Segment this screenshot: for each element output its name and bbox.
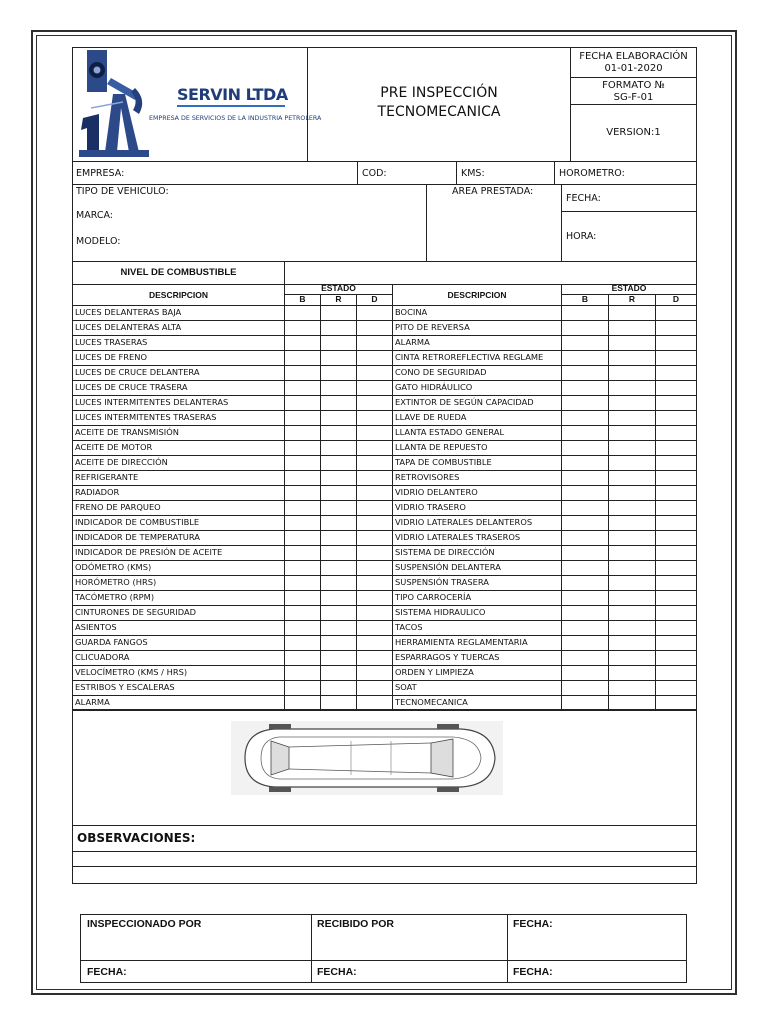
checkbox-left-r[interactable] (320, 335, 357, 351)
checklist-item-right: PITO DE REVERSA (395, 322, 470, 332)
checkbox-right-d[interactable] (655, 305, 697, 321)
formato-box (570, 77, 697, 105)
checkbox-right-b[interactable] (561, 320, 609, 336)
checklist-item-left: ACEITE DE TRANSMISIÓN (75, 427, 179, 437)
checklist-item-left: TACÓMETRO (RPM) (75, 592, 155, 602)
checkbox-right-b[interactable] (561, 365, 609, 381)
checkbox-right-r[interactable] (608, 335, 656, 351)
checklist-item-left: FRENO DE PARQUEO (75, 502, 161, 512)
checkbox-right-d[interactable] (655, 545, 697, 561)
checkbox-left-d[interactable] (356, 320, 393, 336)
checkbox-right-d[interactable] (655, 335, 697, 351)
inspeccionado-por-field[interactable] (80, 914, 312, 961)
checklist-item-right: EXTINTOR DE SEGÚN CAPACIDAD (395, 397, 534, 407)
checkbox-left-d[interactable] (356, 395, 393, 411)
logo-area (72, 47, 322, 162)
checkbox-right-r[interactable] (608, 365, 656, 381)
recibido-por-label: RECIBIDO POR (317, 918, 395, 930)
checkbox-right-b[interactable] (561, 380, 609, 396)
checkbox-right-b[interactable] (561, 635, 609, 651)
checklist-row-right (392, 680, 562, 696)
checkbox-left-b[interactable] (284, 605, 321, 621)
checklist-item-left: LUCES DELANTERAS BAJA (75, 307, 182, 317)
hora-label: HORA: (566, 231, 597, 242)
checkbox-left-r[interactable] (320, 635, 357, 651)
checkbox-left-d[interactable] (356, 635, 393, 651)
checkbox-right-b[interactable] (561, 650, 609, 666)
checklist-item-left: LUCES DELANTERAS ALTA (75, 322, 182, 332)
checkbox-right-b[interactable] (561, 500, 609, 516)
checkbox-right-b[interactable] (561, 575, 609, 591)
estado-col-left-2-label: D (371, 294, 378, 304)
checkbox-right-b[interactable] (561, 335, 609, 351)
tipo-vehiculo-label[interactable]: TIPO DE VEHICULO: (76, 186, 169, 197)
checkbox-left-r[interactable] (320, 365, 357, 381)
checkbox-right-d[interactable] (655, 320, 697, 336)
footer-fecha-field-2[interactable] (80, 960, 312, 983)
checkbox-left-b[interactable] (284, 380, 321, 396)
checkbox-right-r[interactable] (608, 635, 656, 651)
checklist-item-right: BOCINA (395, 307, 428, 317)
checkbox-left-r[interactable] (320, 620, 357, 636)
checkbox-left-b[interactable] (284, 665, 321, 681)
checklist-item-right: LLAVE DE RUEDA (395, 412, 467, 422)
observaciones-label: OBSERVACIONES: (77, 831, 196, 845)
checkbox-right-d[interactable] (655, 425, 697, 441)
footer-fecha-label-4: FECHA: (513, 966, 553, 978)
checkbox-right-b[interactable] (561, 665, 609, 681)
checklist-item-left: VELOCÍMETRO (KMS / HRS) (75, 667, 188, 677)
checkbox-right-d[interactable] (655, 395, 697, 411)
checkbox-left-r[interactable] (320, 485, 357, 501)
checkbox-left-r[interactable] (320, 455, 357, 471)
checkbox-left-d[interactable] (356, 680, 393, 696)
checkbox-left-d[interactable] (356, 515, 393, 531)
checkbox-left-r[interactable] (320, 530, 357, 546)
checklist-item-left: ALARMA (75, 697, 110, 707)
form-title-box (307, 47, 571, 162)
marca-label[interactable]: MARCA: (76, 210, 113, 221)
checklist-item-left: ASIENTOS (75, 622, 117, 632)
checkbox-right-r[interactable] (608, 575, 656, 591)
checklist-item-left: CINTURONES DE SEGURIDAD (75, 607, 197, 617)
checkbox-left-r[interactable] (320, 350, 357, 366)
checkbox-left-r[interactable] (320, 560, 357, 576)
estado-col-right-1-label: R (628, 294, 636, 304)
checkbox-right-b[interactable] (561, 515, 609, 531)
checklist-item-right: HERRAMIENTA REGLAMENTARIA (395, 637, 528, 647)
checklist-item-left: ESTRIBOS Y ESCALERAS (75, 682, 175, 692)
checklist-item-right: VIDRIO LATERALES DELANTEROS (395, 517, 533, 527)
checklist-item-left: LUCES DE CRUCE TRASERA (75, 382, 188, 392)
checkbox-left-d[interactable] (356, 590, 393, 606)
footer-fecha-label-1: FECHA: (513, 918, 553, 930)
checklist-item-right: GATO HIDRÁULICO (395, 382, 473, 392)
checkbox-right-r[interactable] (608, 305, 656, 321)
checkbox-left-b[interactable] (284, 515, 321, 531)
checkbox-right-r[interactable] (608, 380, 656, 396)
checkbox-left-d[interactable] (356, 605, 393, 621)
checkbox-left-b[interactable] (284, 335, 321, 351)
checkbox-left-d[interactable] (356, 650, 393, 666)
checklist-item-right: TECNOMECANICA (395, 697, 468, 707)
checkbox-right-b[interactable] (561, 395, 609, 411)
checkbox-left-d[interactable] (356, 335, 393, 351)
checkbox-right-d[interactable] (655, 635, 697, 651)
checkbox-left-r[interactable] (320, 515, 357, 531)
checkbox-left-d[interactable] (356, 470, 393, 486)
version-box (570, 104, 697, 162)
checklist-item-left: ACEITE DE MOTOR (75, 442, 153, 452)
vehiculo-info-box (72, 184, 427, 262)
checkbox-left-b[interactable] (284, 350, 321, 366)
checkbox-right-d[interactable] (655, 590, 697, 606)
checklist-item-right: VIDRIO LATERALES TRASEROS (395, 532, 521, 542)
checkbox-right-b[interactable] (561, 590, 609, 606)
checkbox-right-d[interactable] (655, 470, 697, 486)
fecha-label: FECHA: (566, 193, 601, 204)
checklist-item-right: ORDEN Y LIMPIEZA (395, 667, 474, 677)
checkbox-left-b[interactable] (284, 485, 321, 501)
checkbox-left-r[interactable] (320, 680, 357, 696)
checklist-item-left: HORÓMETRO (HRS) (75, 577, 157, 587)
checkbox-left-r[interactable] (320, 545, 357, 561)
checkbox-right-b[interactable] (561, 305, 609, 321)
recibido-por-field[interactable] (311, 914, 508, 961)
formato-label: FORMATO № (602, 80, 665, 91)
checkbox-left-b[interactable] (284, 560, 321, 576)
fuel-level-field[interactable] (284, 261, 697, 285)
checkbox-left-b[interactable] (284, 530, 321, 546)
footer-fecha-field-3[interactable] (311, 960, 508, 983)
checkbox-right-d[interactable] (655, 665, 697, 681)
checkbox-right-r[interactable] (608, 500, 656, 516)
checkbox-left-r[interactable] (320, 605, 357, 621)
cod-field[interactable] (357, 161, 457, 185)
checkbox-right-b[interactable] (561, 425, 609, 441)
checkbox-right-d[interactable] (655, 410, 697, 426)
checkbox-right-d[interactable] (655, 530, 697, 546)
checkbox-left-d[interactable] (356, 425, 393, 441)
checkbox-right-b[interactable] (561, 605, 609, 621)
checklist-item-left: GUARDA FANGOS (75, 637, 148, 647)
checkbox-left-r[interactable] (320, 320, 357, 336)
hora-field[interactable] (561, 211, 697, 262)
footer-fecha-field-1[interactable] (507, 914, 687, 961)
observaciones-header (72, 825, 697, 852)
checkbox-left-r[interactable] (320, 305, 357, 321)
checkbox-left-r[interactable] (320, 500, 357, 516)
checkbox-right-d[interactable] (655, 455, 697, 471)
checkbox-right-r[interactable] (608, 320, 656, 336)
vehicle-diagram-box (72, 709, 697, 826)
checkbox-left-b[interactable] (284, 305, 321, 321)
checkbox-left-b[interactable] (284, 545, 321, 561)
checkbox-left-b[interactable] (284, 440, 321, 456)
descripcion-header-left-label: DESCRIPCION (148, 290, 209, 300)
checkbox-left-d[interactable] (356, 410, 393, 426)
checklist-item-right: RETROVISORES (395, 472, 460, 482)
checkbox-left-r[interactable] (320, 470, 357, 486)
footer-fecha-label-3: FECHA: (317, 966, 357, 978)
checkbox-right-r[interactable] (608, 680, 656, 696)
checkbox-left-d[interactable] (356, 575, 393, 591)
checkbox-left-d[interactable] (356, 440, 393, 456)
checklist-item-right: SISTEMA HIDRAULICO (395, 607, 486, 617)
checkbox-right-b[interactable] (561, 440, 609, 456)
checkbox-left-r[interactable] (320, 440, 357, 456)
area-prestada-field[interactable] (426, 184, 562, 262)
checkbox-right-r[interactable] (608, 395, 656, 411)
estado-col-right-2-label: D (672, 294, 680, 304)
checkbox-left-d[interactable] (356, 500, 393, 516)
checkbox-right-r[interactable] (608, 455, 656, 471)
checkbox-left-r[interactable] (320, 395, 357, 411)
checkbox-left-d[interactable] (356, 545, 393, 561)
checklist-table (72, 284, 697, 711)
checklist-item-left: ACEITE DE DIRECCIÓN (75, 457, 168, 467)
checklist-item-right: TIPO CARROCERÍA (395, 592, 472, 602)
checkbox-left-r[interactable] (320, 575, 357, 591)
observaciones-line-2[interactable] (72, 866, 697, 884)
checkbox-left-d[interactable] (356, 455, 393, 471)
checkbox-right-r[interactable] (608, 545, 656, 561)
checklist-item-right: LLANTA DE REPUESTO (395, 442, 488, 452)
fecha-elaboracion-box (570, 47, 697, 78)
checkbox-left-d[interactable] (356, 620, 393, 636)
empresa-field[interactable] (72, 161, 358, 185)
checkbox-left-d[interactable] (356, 380, 393, 396)
checkbox-right-d[interactable] (655, 575, 697, 591)
checklist-item-right: VIDRIO TRASERO (395, 502, 466, 512)
checkbox-left-d[interactable] (356, 365, 393, 381)
checkbox-right-r[interactable] (608, 590, 656, 606)
vehicle-diagram-icon (231, 721, 503, 795)
checkbox-right-b[interactable] (561, 680, 609, 696)
checkbox-left-d[interactable] (356, 560, 393, 576)
checkbox-right-b[interactable] (561, 560, 609, 576)
checkbox-right-r[interactable] (608, 605, 656, 621)
checkbox-left-b[interactable] (284, 650, 321, 666)
inspeccionado-por-label: INSPECCIONADO POR (87, 918, 202, 930)
footer-fecha-field-4[interactable] (507, 960, 687, 983)
formato-value: SG-F-01 (613, 92, 654, 103)
company-name: SERVIN LTDA (177, 85, 288, 104)
observaciones-line-1[interactable] (72, 851, 697, 867)
checkbox-left-b[interactable] (284, 395, 321, 411)
checklist-item-left: REFRIGERANTE (75, 472, 139, 482)
checkbox-left-b[interactable] (284, 680, 321, 696)
checkbox-left-b[interactable] (284, 365, 321, 381)
checkbox-left-r[interactable] (320, 425, 357, 441)
fecha-elaboracion-label: FECHA ELABORACIÓN (579, 51, 688, 62)
cod-label: COD: (362, 168, 387, 179)
checkbox-left-b[interactable] (284, 455, 321, 471)
checkbox-right-r[interactable] (608, 530, 656, 546)
checklist-item-left: LUCES INTERMITENTES TRASERAS (75, 412, 217, 422)
checklist-item-right: LLANTA ESTADO GENERAL (395, 427, 505, 437)
checklist-item-right: SOAT (395, 682, 417, 692)
checkbox-right-r[interactable] (608, 665, 656, 681)
checkbox-left-b[interactable] (284, 620, 321, 636)
company-tagline: EMPRESA DE SERVICIOS DE LA INDUSTRIA PETROLERA (149, 115, 322, 122)
checkbox-right-d[interactable] (655, 350, 697, 366)
checklist-item-right: TACOS (395, 622, 423, 632)
horometro-field[interactable] (554, 161, 697, 185)
checkbox-right-d[interactable] (655, 515, 697, 531)
checklist-item-right: SISTEMA DE DIRECCIÓN (395, 547, 495, 557)
fecha-elaboracion-value: 01-01-2020 (604, 63, 663, 74)
checkbox-right-r[interactable] (608, 350, 656, 366)
estado-col-left-0-label: B (299, 294, 306, 304)
checklist-item-left: LUCES DE FRENO (75, 352, 148, 362)
checklist-item-right: VIDRIO DELANTERO (395, 487, 478, 497)
checklist-item-right: CONO DE SEGURIDAD (395, 367, 487, 377)
checkbox-left-b[interactable] (284, 575, 321, 591)
checklist-item-left: CLICUADORA (75, 652, 130, 662)
checklist-item-right: ALARMA (395, 337, 430, 347)
kms-field[interactable] (456, 161, 555, 185)
checkbox-right-r[interactable] (608, 425, 656, 441)
checkbox-left-b[interactable] (284, 410, 321, 426)
descripcion-header-right-label: DESCRIPCION (447, 290, 507, 300)
checkbox-left-b[interactable] (284, 425, 321, 441)
checklist-item-left: LUCES INTERMITENTES DELANTERAS (75, 397, 229, 407)
checkbox-left-b[interactable] (284, 500, 321, 516)
company-logo-icon (77, 48, 153, 160)
checklist-item-left: LUCES DE CRUCE DELANTERA (75, 367, 200, 377)
estado-col-right-0-label: B (581, 294, 589, 304)
checkbox-right-b[interactable] (561, 455, 609, 471)
checklist-item-left: RADIADOR (75, 487, 120, 497)
checklist-item-left: INDICADOR DE COMBUSTIBLE (75, 517, 200, 527)
checkbox-right-b[interactable] (561, 350, 609, 366)
fecha-field[interactable] (561, 184, 697, 212)
footer-fecha-label-2: FECHA: (87, 966, 127, 978)
checkbox-left-r[interactable] (320, 590, 357, 606)
checklist-item-right: SUSPENSIÓN DELANTERA (395, 562, 501, 572)
checkbox-left-b[interactable] (284, 590, 321, 606)
checkbox-right-b[interactable] (561, 620, 609, 636)
estado-header-right-label: ESTADO (611, 283, 647, 293)
checkbox-left-d[interactable] (356, 305, 393, 321)
checkbox-right-d[interactable] (655, 560, 697, 576)
checkbox-right-r[interactable] (608, 470, 656, 486)
checkbox-left-d[interactable] (356, 665, 393, 681)
checkbox-right-d[interactable] (655, 365, 697, 381)
checkbox-right-b[interactable] (561, 410, 609, 426)
checklist-item-right: CINTA RETROREFLECTIVA REGLAME (395, 352, 544, 362)
horometro-label: HOROMETRO: (559, 168, 625, 179)
checkbox-right-b[interactable] (561, 530, 609, 546)
checkbox-left-d[interactable] (356, 530, 393, 546)
checkbox-left-r[interactable] (320, 665, 357, 681)
checkbox-right-d[interactable] (655, 605, 697, 621)
checklist-item-left: INDICADOR DE TEMPERATURA (75, 532, 200, 542)
checkbox-right-r[interactable] (608, 485, 656, 501)
checkbox-left-b[interactable] (284, 470, 321, 486)
form-title (308, 84, 570, 122)
checkbox-left-b[interactable] (284, 635, 321, 651)
checkbox-right-r[interactable] (608, 515, 656, 531)
checklist-item-right: SUSPENSIÓN TRASERA (395, 577, 489, 587)
kms-label: KMS: (461, 168, 485, 179)
checkbox-right-r[interactable] (608, 410, 656, 426)
form-title-line1: PRE INSPECCIÓN (380, 85, 498, 101)
checkbox-left-r[interactable] (320, 410, 357, 426)
checkbox-right-r[interactable] (608, 650, 656, 666)
estado-header-left-label: ESTADO (321, 283, 356, 293)
checkbox-left-b[interactable] (284, 320, 321, 336)
checkbox-left-r[interactable] (320, 380, 357, 396)
checkbox-right-b[interactable] (561, 485, 609, 501)
checklist-item-right: TAPA DE COMBUSTIBLE (395, 457, 492, 467)
checkbox-right-d[interactable] (655, 380, 697, 396)
checklist-item-left: INDICADOR DE PRESIÓN DE ACEITE (75, 547, 223, 557)
checkbox-left-d[interactable] (356, 350, 393, 366)
checkbox-right-b[interactable] (561, 545, 609, 561)
checkbox-right-d[interactable] (655, 500, 697, 516)
checkbox-left-r[interactable] (320, 650, 357, 666)
checkbox-right-d[interactable] (655, 485, 697, 501)
fuel-level-label: NIVEL DE COMBUSTIBLE (120, 267, 237, 278)
empresa-label: EMPRESA: (76, 168, 125, 179)
modelo-label[interactable]: MODELO: (76, 236, 121, 247)
checkbox-right-d[interactable] (655, 440, 697, 456)
checklist-item-right: ESPARRAGOS Y TUERCAS (395, 652, 500, 662)
estado-col-left-1-label: R (335, 294, 342, 304)
checkbox-right-d[interactable] (655, 620, 697, 636)
checkbox-right-r[interactable] (608, 560, 656, 576)
logo-underline (177, 105, 285, 107)
checkbox-right-d[interactable] (655, 680, 697, 696)
checkbox-right-r[interactable] (608, 440, 656, 456)
checklist-item-left: ODÓMETRO (KMS) (75, 562, 152, 572)
checkbox-left-d[interactable] (356, 485, 393, 501)
area-prestada-label: AREA PRESTADA: (452, 186, 534, 197)
checklist-item-left: LUCES TRASERAS (75, 337, 148, 347)
checkbox-right-r[interactable] (608, 620, 656, 636)
checkbox-right-b[interactable] (561, 470, 609, 486)
form-title-line2: TECNOMECANICA (377, 104, 501, 120)
checkbox-right-d[interactable] (655, 650, 697, 666)
version-label: VERSION:1 (606, 127, 661, 138)
fuel-level-label-cell (72, 261, 285, 285)
